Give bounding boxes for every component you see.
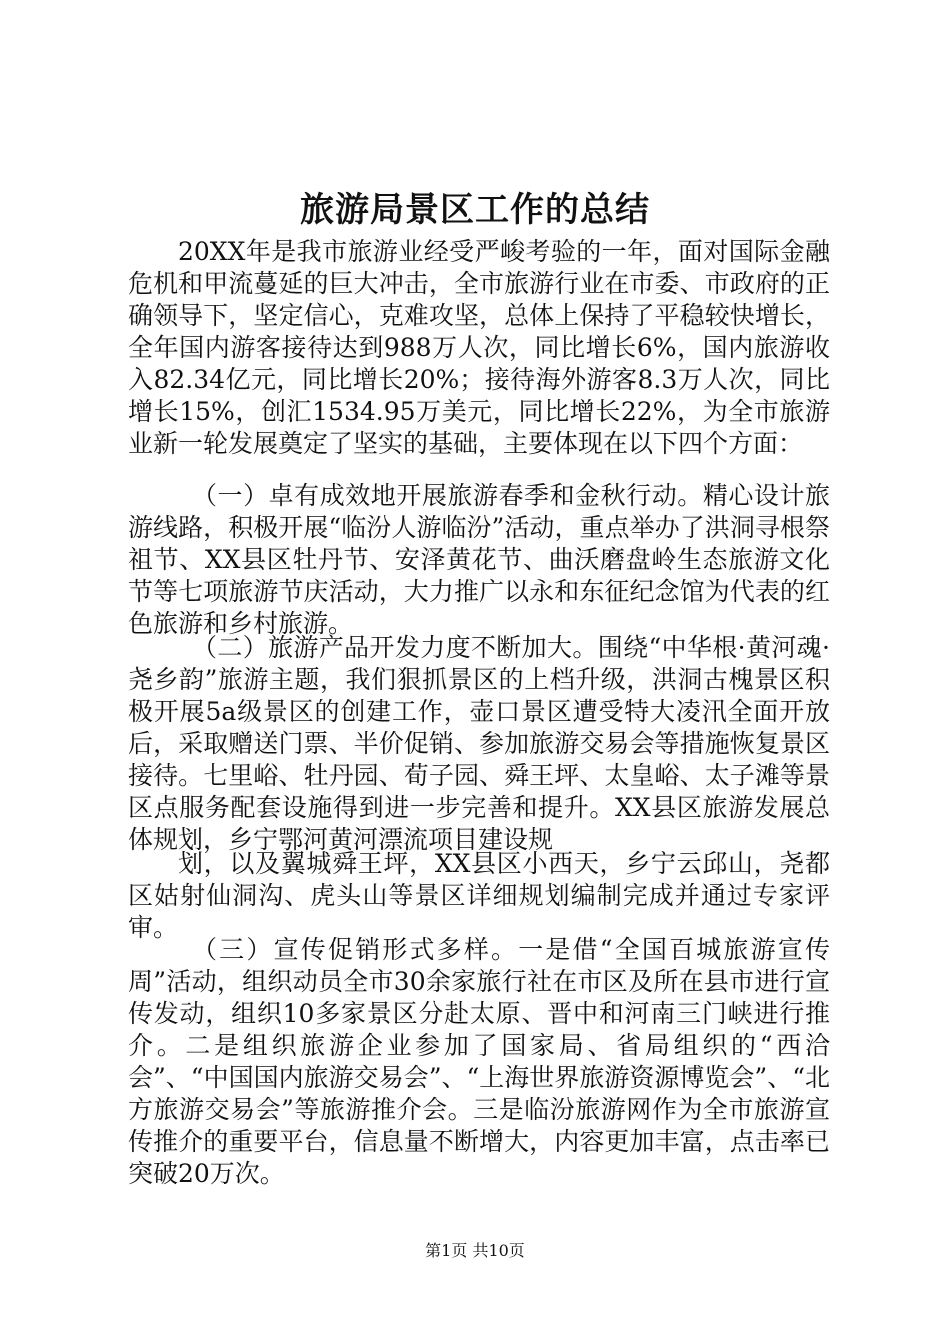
document-title: 旅游局景区工作的总结 [300, 190, 650, 230]
section-one-paragraph: （一）卓有成效地开展旅游春季和金秋行动。精心设计旅游线路，积极开展“临汾人游临汾”活动，重点举办了洪洞寻根祭祖节、XX县区牡丹节、安泽黄花节、曲沃磨盘岭生态旅游文化节等七项旅游节庆活动，大力推广以永和东征纪念馆为代表的红色旅游和乡村旅游。 [128, 481, 830, 638]
section-two-continued-paragraph: 划，以及翼城舜王坪，XX县区小西天，乡宁云邱山，尧都区姑射仙洞沟、虎头山等景区详细规划编制完成并通过专家评审。 [128, 849, 830, 942]
intro-paragraph: 20XX年是我市旅游业经受严峻考验的一年，面对国际金融危机和甲流蔓延的巨大冲击，全市旅游行业在市委、市政府的正确领导下，坚定信心，克难攻坚，总体上保持了平稳较快增长，全年国内游客接待达到988万人次，同比增长6%，国内旅游收入82.34亿元，同比增长20%；接待海外游客8.3万人次，同比增长15%，创汇1534.95万美元，同比增长22%，为全市旅游业新一轮发展奠定了坚实的基础，主要体现在以下四个方面： [128, 237, 830, 458]
section-three-paragraph: （三）宣传促销形式多样。一是借“全国百城旅游宣传周”活动，组织动员全市30余家旅行社在市区及所在县市进行宣传发动，组织10多家景区分赴太原、晋中和河南三门峡进行推介。二是组织旅游企业参加了国家局、省局组织的“西洽会”、“中国国内旅游交易会”、“上海世界旅游资源博览会”、“北方旅游交易会”等旅游推介会。三是临汾旅游网作为全市旅游宣传推介的重要平台，信息量不断增大，内容更加丰富，点击率已突破20万次。 [128, 935, 830, 1188]
section-two-paragraph: （二）旅游产品开发力度不断加大。围绕“中华根·黄河魂·尧乡韵”旅游主题，我们狠抓景区的上档升级，洪洞古槐景区积极开展5a级景区的创建工作，壶口景区遭受特大凌汛全面开放后，采取赠送门票、半价促销、参加旅游交易会等措施恢复景区接待。七里峪、牡丹园、荀子园、舜王坪、太皇峪、太子滩等景区点服务配套设施得到进一步完善和提升。XX县区旅游发展总体规划，乡宁鄂河黄河漂流项目建设规 [128, 633, 830, 854]
page-number-footer: 第1页 共10页 [425, 1241, 525, 1260]
